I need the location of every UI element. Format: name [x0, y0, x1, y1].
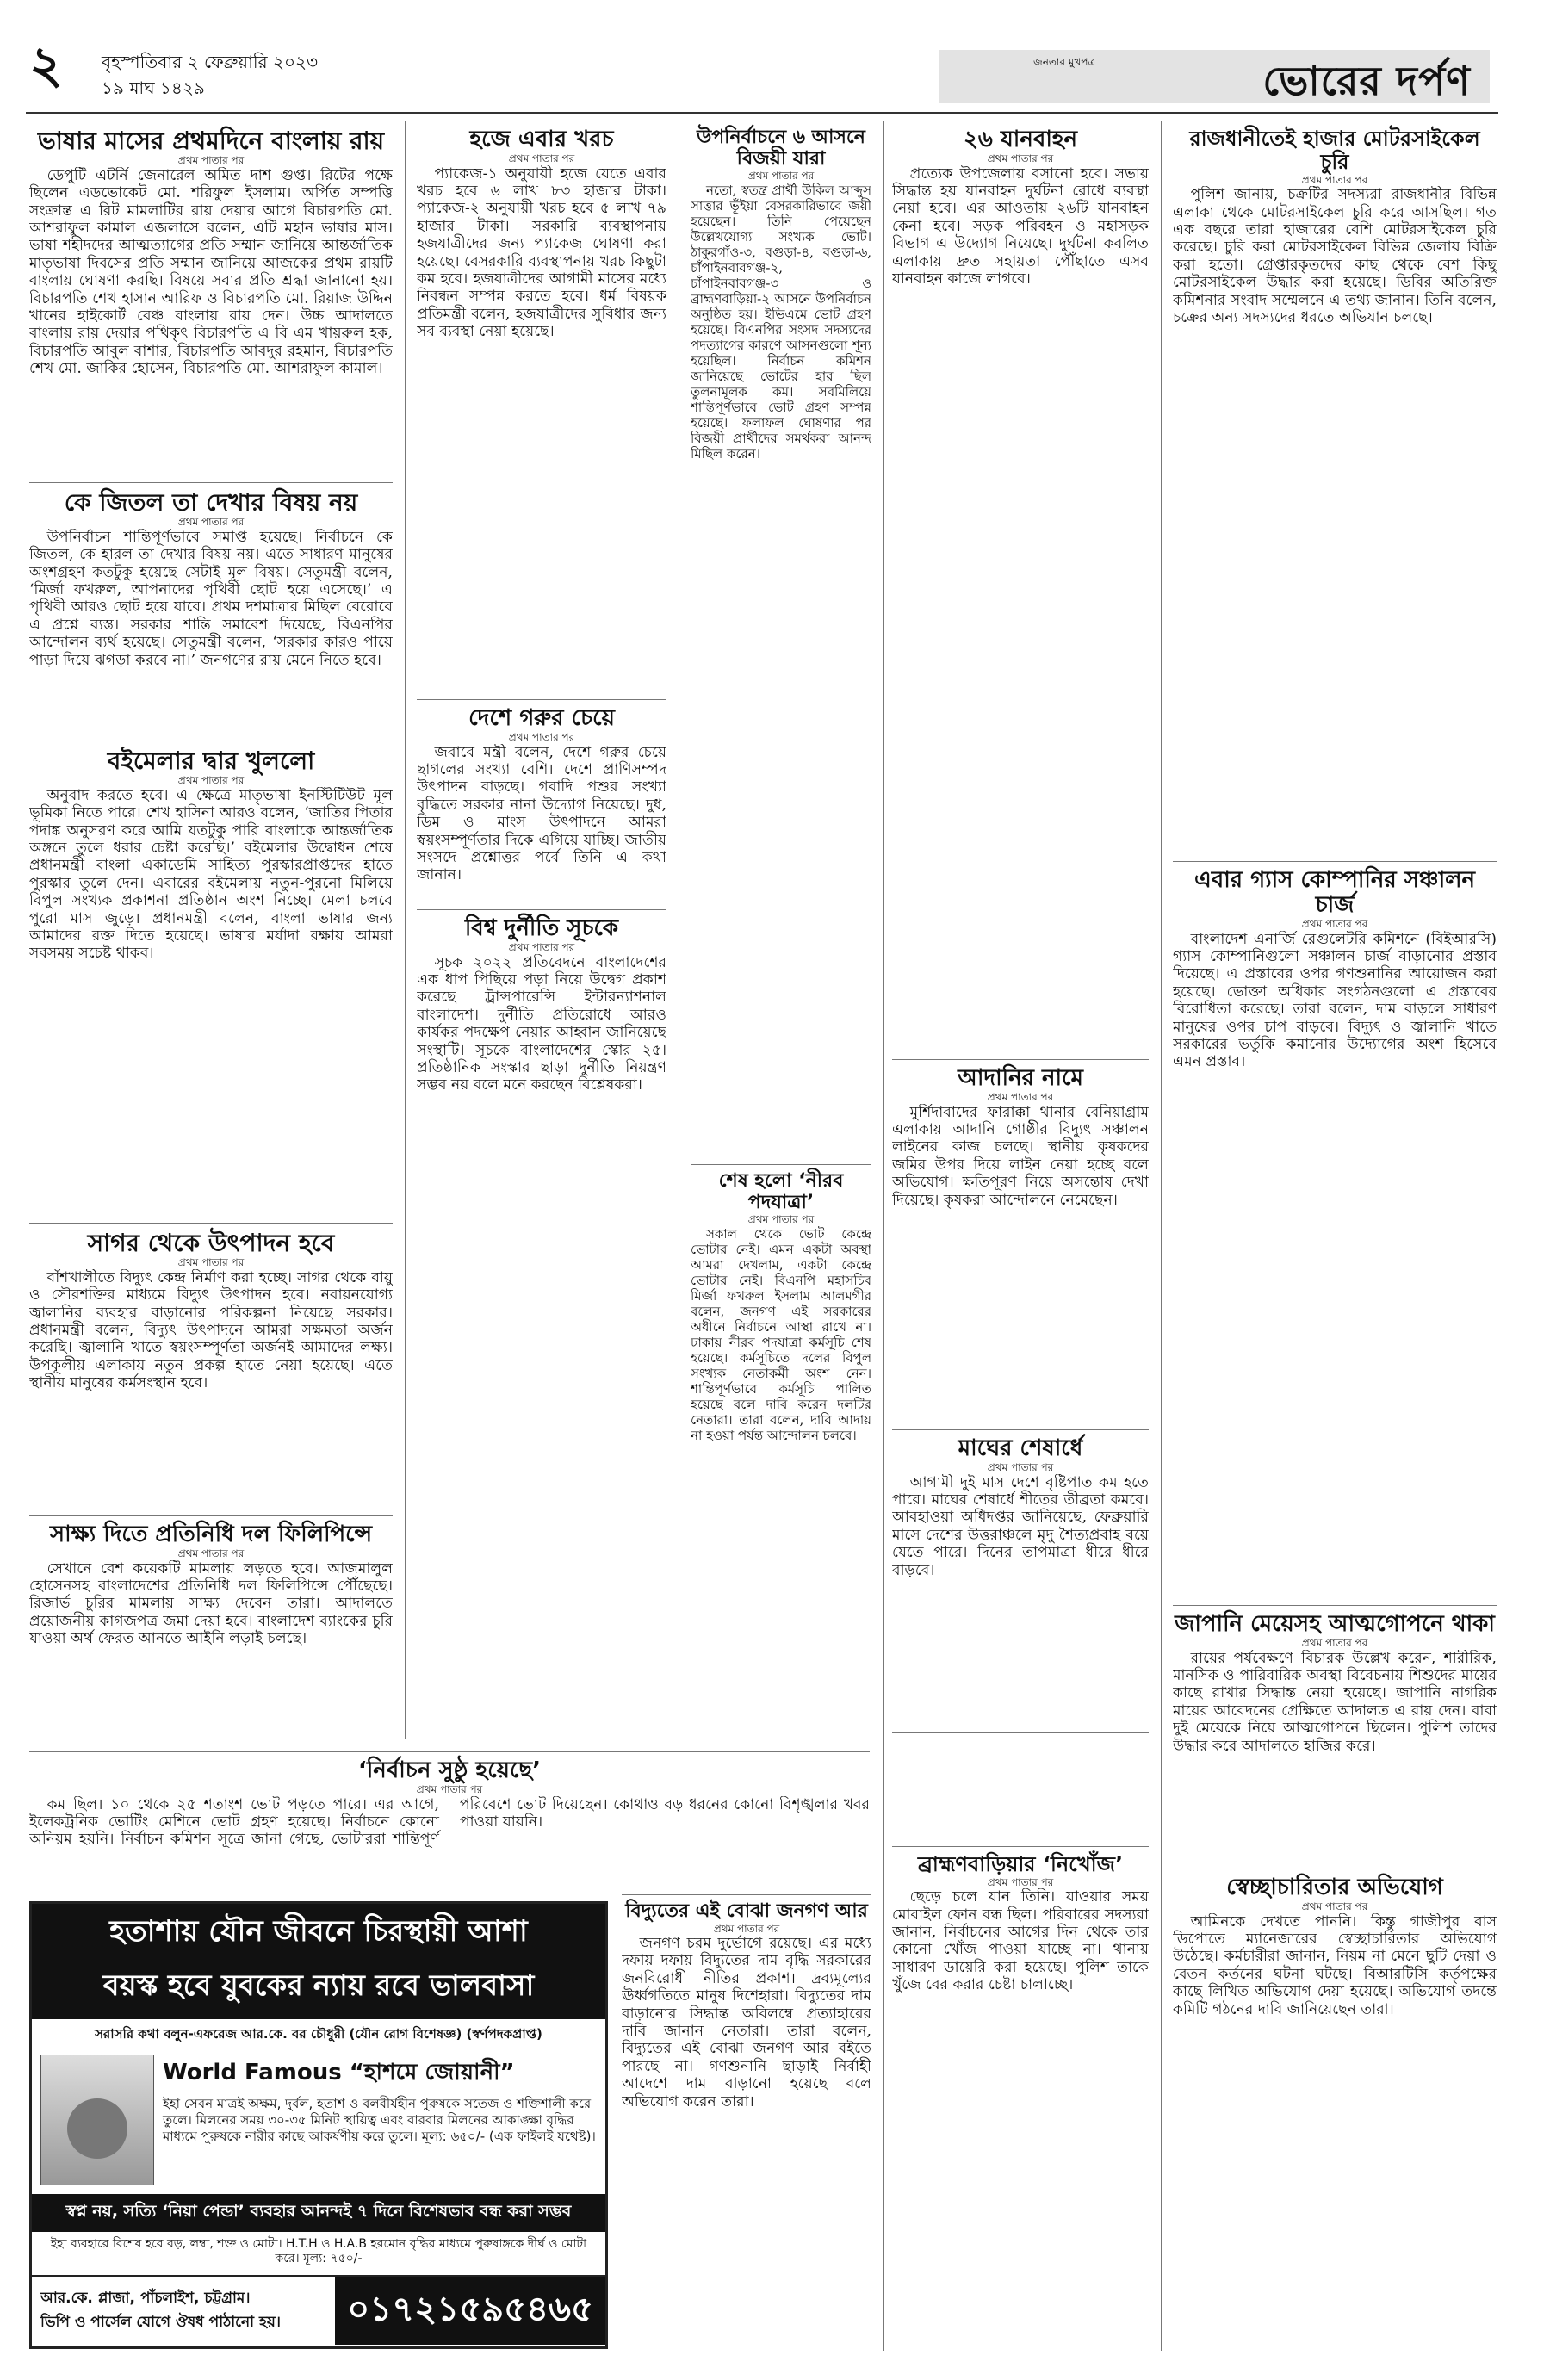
kicker: প্রথম পাতার পর: [987, 1091, 1054, 1104]
headline: বিদ্যুতের এই বোঝা জনগণ আর: [625, 1900, 868, 1922]
headline: জাপানি মেয়েসহ আত্মগোপনে থাকা: [1175, 1611, 1495, 1637]
headline: শেষ হলো ‘নীরব পদযাত্রা’: [718, 1170, 844, 1213]
headline: উপনির্বাচনে ৬ আসনে বিজয়ী যারা: [697, 127, 865, 170]
article-japani: [1173, 1612, 1497, 1865]
article-motorcycle: [1173, 127, 1497, 840]
article-body: ছেড়ে চলে যান তিনি। যাওয়ার সময় মোবাইল ফোন বন্ধ ছিল। পরিবারের সদস্যরা জানান, নির্বাচনের আগের দিন থেকে তার কোনো খোঁজ পাওয়া যাচ্ছে না। থানায় সাধারণ ডায়েরি করা হয়েছে। পুলিশ তাকে খুঁজে বের করার চেষ্টা চালাচ্ছে।: [892, 1888, 1149, 1994]
kicker: প্রথম পাতার পর: [987, 1461, 1054, 1474]
article-jaanbahon: [892, 127, 1149, 1069]
article-body: জবাবে মন্ত্রী বলেন, দেশে গরুর চেয়ে ছাগলের সংখ্যা বেশি। দেশে প্রাণিসম্পদ উৎপাদন বাড়ছে। গবাদি পশুর সংখ্যা বৃদ্ধিতে সরকার নানা উদ্যোগ নিয়েছে। দুধ, ডিম ও মাংস উৎপাদনে আমরা স্বয়ংসম্পূর্ণতার দিকে এগিয়ে যাচ্ছি। জাতীয় সংসদে প্রশ্নোত্তর পর্বে তিনি এ কথা জানান।: [417, 743, 666, 884]
article-gas: [1173, 868, 1497, 1620]
article-body: উপনির্বাচন শান্তিপূর্ণভাবে সমাপ্ত হয়েছে। নির্বাচনে কে জিতল, কে হারল তা দেখার বিষয় নয়। এতে সাধারণ মানুষের অংশগ্রহণ কতটুকু হয়েছে সেটাই মূল বিষয়। সেতুমন্ত্রী বলেন, ‘মির্জা ফখরুল, আপনাদের পৃথিবী ছোট হয়ে এসেছে।’ এ পৃথিবী আরও ছোট হয়ে যাবে। প্রথম দশমাত্রার মিছিল বেরোবে এ প্রশ্নে ব্যস্ত। সরকার শান্তি সমাবেশ দিয়েছে, বিএনপির আন্দোলন ব্যর্থ হয়েছে। সেতুমন্ত্রী বলেন, ‘সরকার কারও পায়ে পাড়া দিয়ে ঝগড়া করবে না।’ জনগণের রায় মেনে নিতে হবে।: [29, 528, 393, 669]
article-body: কম ছিল। ১০ থেকে ২৫ শতাংশ ভোট পড়তে পারে। এর আগে, ইলেকট্রনিক ভোটিং মেশিনে ভোট গ্রহণ হয়েছে। নির্বাচনে কোনো অনিয়ম হয়নি। নির্বাচন কমিশন সূত্রে জানা গেছে, ভোটাররা শান্তিপূর্ণ পরিবেশে ভোট দিয়েছেন। কোথাও বড় ধরনের কোনো বিশৃঙ্খলার খবর পাওয়া যায়নি।: [29, 1795, 870, 1849]
article-body: আগামী দুই মাস দেশে বৃষ্টিপাত কম হতে পারে। মাঘের শেষার্ধে শীতের তীব্রতা কমবে। আবহাওয়া অধিদপ্তর জানিয়েছে, ফেব্রুয়ারি মাসে দেশের উত্তরাঞ্চলে মৃদু শৈত্যপ্রবাহ বয়ে যেতে পারে। দিনের তাপমাত্রা ধীরে ধীরে বাড়বে।: [892, 1473, 1149, 1579]
ad-small-print: ইহা ব্যবহারে বিশেষ হবে বড়, লম্বা, শক্ত ও মোটা। H.T.H ও H.A.B হরমোন বৃদ্ধির মাধ্যমে পুরুষাঙ্গকে দীর্ঘ ও মোটা করে। মূল্য: ৭৫০/-: [50, 2237, 587, 2265]
person-icon: [67, 2098, 127, 2159]
headline: ব্রাহ্মণবাড়িয়ার ‘নিখোঁজ’: [917, 1852, 1124, 1876]
article-body: ডেপুটি এটর্নি জেনারেল অমিত দাশ গুপ্ত। রিটের পক্ষে ছিলেন এডভোকেট মো. শরিফুল ইসলাম। অর্পিত সম্পত্তি সংক্রান্ত এ রিট মামলাটির রায় দেয়ার আগে বিচারপতি মো. আশরাফুল কামাল এজলাসে বলেন, এটি মহান ভাষার মাস। ভাষা শহীদদের আত্মত্যাগের প্রতি সম্মান জানিয়ে আন্তর্জাতিক মাতৃভাষা দিবসের প্রতি সম্মান জানিয়ে আজকের প্রথম রায়টি বাংলায় ঘোষণা করছি। বিষয়ে সবার প্রতি শ্রদ্ধা জানানো হয়। বিচারপতি শেখ হাসান আরিফ ও বিচারপতি মো. রিয়াজ উদ্দিন খানের হাইকোর্ট বেঞ্চ বাংলায় রায় দেন। উচ্চ আদালতে বাংলায় রায় দেয়ার পথিকৃৎ বিচারপতি এ বি এম খায়রুল হক, বিচারপতি আবুল বাশার, বিচারপতি আবদুর রহমান, বিচারপতি শেখ মো. জাকির হোসেন, বিচারপতি মো. আশরাফুল কামাল।: [29, 166, 393, 378]
ad-strip: স্বপ্ন নয়, সত্যি ‘নিয়া পেন্ডা’ ব্যবহার আনন্দই ৭ দিনে বিশেষভাব বন্ধ করা সম্ভব: [32, 2194, 605, 2232]
kicker: প্রথম পাতার পর: [1301, 918, 1368, 931]
article-swechhachar: [1173, 1875, 1497, 2335]
ad-address: আর.কে. প্লাজা, পাঁচলাইশ, চট্টগ্রাম।: [40, 2289, 251, 2307]
article-body: রায়ের পর্যবেক্ষণে বিচারক উল্লেখ করেন, শারীরিক, মানসিক ও পারিবারিক অবস্থা বিবেচনায় শিশুদের মায়ের কাছে রাখার সিদ্ধান্ত নেয়া হয়েছে। জাপানি নাগরিক মায়ের আবেদনের প্রেক্ষিতে আদালত এ রায় দেন। বাবা দুই মেয়েকে নিয়ে আত্মগোপনে ছিলেন। পুলিশ তাদের উদ্ধার করে আদালতে হাজির করে।: [1173, 1649, 1497, 1755]
article-durniti: [417, 916, 666, 1746]
kicker: প্রথম পাতার পর: [508, 731, 575, 744]
article-sakkhya: [29, 1522, 393, 1741]
kicker: প্রথম পাতার পর: [177, 154, 245, 167]
headline: মাঘের শেষার্ধে: [958, 1435, 1083, 1461]
headline: দেশে গরুর চেয়ে: [468, 705, 615, 731]
ad-delivery: ভিপি ও পার্সেল যোগে ঔষধ পাঠানো হয়।: [40, 2313, 282, 2331]
headline: বইমেলার দ্বার খুললো: [107, 747, 315, 775]
masthead-tag: জনতার মুখপত্র: [1033, 56, 1096, 68]
date-line-1: বৃহস্পতিবার ২ ফেব্রুয়ারি ২০২৩: [102, 52, 318, 72]
article-magh: [892, 1436, 1149, 1853]
date-line-2: ১৯ মাঘ ১৪২৯: [102, 77, 205, 98]
headline: এবার গ্যাস কোম্পানির সঞ্চালন চার্জ: [1194, 867, 1476, 919]
kicker: প্রথম পাতার পর: [1301, 1900, 1368, 1913]
page-number: ২: [29, 35, 64, 96]
article-bhasha: [29, 127, 393, 486]
article-body: জনগণ চরম দুর্ভোগে রয়েছে। এর মধ্যে দফায় দফায় বিদ্যুতের দাম বৃদ্ধি সরকারের জনবিরোধী নীতির প্রকাশ। দ্রব্যমূল্যের ঊর্ধ্বগতিতে মানুষ দিশেহারা। বিদ্যুতের দাম বাড়ানোর সিদ্ধান্ত অবিলম্বে প্রত্যাহারের দাবি জানান নেতারা। তারা বলেন, বিদ্যুতের এই বোঝা জনগণ আর বইতে পারছে না। গণশুনানি ছাড়াই নির্বাহী আদেশে দাম বাড়ানো হয়েছে বলে অভিযোগ করেন তারা।: [622, 1935, 871, 2110]
article-nirbachon-sushtho: [29, 1758, 870, 1917]
article-upanirbachon-main: [691, 127, 871, 1190]
article-brahmanbaria: [892, 1853, 1149, 2327]
kicker: প্রথম পাতার পর: [713, 1922, 780, 1935]
headline: সাগর থেকে উৎপাদন হবে: [87, 1229, 335, 1257]
article-hajj: [417, 127, 666, 708]
masthead: [939, 50, 1490, 103]
article-ke-jitlo: [29, 489, 393, 744]
article-body: সকাল থেকে ভোট কেন্দ্রে ভোটার নেই। এমন একটা অবস্থা আমরা দেখলাম, একটা কেন্দ্রে ভোটার নেই। বিএনপি মহাসচিব মির্জা ফখরুল ইসলাম আলমগীর বলেন, জনগণ এই সরকারের অধীনে নির্বাচনে আস্থা রাখে না। ঢাকায় নীরব পদযাত্রা কর্মসূচি শেষ হয়েছে। কর্মসূচিতে দলের বিপুল সংখ্যক নেতাকর্মী অংশ নেন। শান্তিপূর্ণভাবে কর্মসূচি পালিত হয়েছে বলে দাবি করেন দলটির নেতারা। তারা বলেন, দাবি আদায় না হওয়া পর্যন্ত আন্দোলন চলবে।: [691, 1225, 871, 1443]
article-body: সূচক ২০২২ প্রতিবেদনে বাংলাদেশের এক ধাপ পিছিয়ে পড়া নিয়ে উদ্বেগ প্রকাশ করেছে ট্রান্সপারেন্সি ইন্টারন্যাশনাল বাংলাদেশ। দুর্নীতি প্রতিরোধে আরও কার্যকর পদক্ষেপ নেয়ার আহ্বান জানিয়েছে সংস্থাটি। সূচকে বাংলাদেশের স্কোর ২৫। প্রতিষ্ঠানিক সংস্কার ছাড়া দুর্নীতি নিয়ন্ত্রণ সম্ভব নয় বলে মনে করছেন বিশ্লেষকরা।: [417, 953, 666, 1094]
article-goru: [417, 706, 666, 916]
article-sagor: [29, 1230, 393, 1519]
kicker: প্রথম পাতার পর: [177, 1256, 245, 1269]
masthead-title: ভোরের দর্পণ: [1262, 58, 1471, 104]
ad-phone: ০১৭২১৫৯৫৪৬৫: [335, 2277, 605, 2345]
article-body: সেখানে বেশ কয়েকটি মামলায় লড়তে হবে। আজমালুল হোসেনসহ বাংলাদেশের প্রতিনিধি দল ফিলিপিন্সে পৌঁছেছে। রিজার্ভ চুরির মামলায় সাক্ষ্য দেবেন তারা। আদালতে প্রয়োজনীয় কাগজপত্র জমা দেয়া হবে। বাংলাদেশ ব্যাংকের চুরি যাওয়া অর্থ ফেরত আনতে আইনি লড়াই চলছে।: [29, 1559, 393, 1648]
kicker: প্রথম পাতার পর: [987, 1875, 1054, 1888]
headline: ভাষার মাসের প্রথমদিনে বাংলায় রায়: [37, 127, 385, 155]
doctor-portrait: [40, 2055, 154, 2185]
headline: কে জিতল তা দেখার বিষয় নয়: [64, 488, 358, 517]
kicker: প্রথম পাতার পর: [508, 941, 575, 954]
headline: সাক্ষ্য দিতে প্রতিনিধি দল ফিলিপিন্সে: [49, 1522, 373, 1547]
article-body: পুলিশ জানায়, চক্রটির সদস্যরা রাজধানীর বিভিন্ন এলাকা থেকে মোটরসাইকেল চুরি করে আসছিল। গত এক বছরে তারা হাজারের বেশি মোটরসাইকেল চুরি করেছে। চুরি করা মোটরসাইকেল বিভিন্ন জেলায় বিক্রি করা হতো। গ্রেপ্তারকৃতদের কাছ থেকে বেশ কিছু মোটরসাইকেল উদ্ধার করা হয়েছে। ডিবির অতিরিক্ত কমিশনার সংবাদ সম্মেলনে এ তথ্য জানান। তিনি বলেন, চক্রের অন্য সদস্যদের ধরতে অভিযান চলছে।: [1173, 186, 1497, 326]
ad-headline-2: বয়স্ক হবে যুবকের ন্যায় রবে ভালবাসা: [32, 1962, 605, 2019]
article-body: নতো, স্বতন্ত্র প্রার্থী উকিল আব্দুস সাত্তার ভূঁইয়া বেসরকারিভাবে জয়ী হয়েছেন। তিনি পেয়েছেন উল্লেখযোগ্য সংখ্যক ভোট। ঠাকুরগাঁও-৩, বগুড়া-৪, বগুড়া-৬, চাঁপাইনবাবগঞ্জ-২, চাঁপাইনবাবগঞ্জ-৩ ও ব্রাহ্মণবাড়িয়া-২ আসনে উপনির্বাচন অনুষ্ঠিত হয়। ইভিএমে ভোট গ্রহণ হয়েছে। বিএনপির সংসদ সদস্যদের পদত্যাগের কারণে আসনগুলো শূন্য হয়েছিল। নির্বাচন কমিশন জানিয়েছে ভোটের হার ছিল তুলনামূলক কম। সবমিলিয়ে শান্তিপূর্ণভাবে ভোট গ্রহণ সম্পন্ন হয়েছে। ফলাফল ঘোষণার পর বিজয়ী প্রার্থীদের সমর্থকরা আনন্দ মিছিল করেন।: [691, 182, 871, 462]
ad-headline-1: হতাশায় যৌন জীবনে চিরস্থায়ী আশা: [32, 1904, 605, 1962]
article-boimela: [29, 747, 393, 1235]
ad-world-famous: World Famous “হাশমে জোয়ানী”: [163, 2060, 515, 2086]
headline: ২৬ যানবাহন: [963, 127, 1078, 152]
headline: স্বেচ্ছাচারিতার অভিযোগ: [1226, 1875, 1443, 1900]
article-adani: [892, 1066, 1149, 1431]
kicker: প্রথম পাতার পর: [1301, 1637, 1368, 1650]
ad-consult: সরাসরি কথা বলুন-এফরেজ আর.কে. বর চৌধুরী (যৌন রোগ বিশেষজ্ঞ) (স্বর্ণপদকপ্রাপ্ত): [95, 2026, 542, 2042]
article-body: বাঁশখালীতে বিদ্যুৎ কেন্দ্র নির্মাণ করা হচ্ছে। সাগর থেকে বায়ু ও সৌরশক্তির মাধ্যমে বিদ্যুৎ উৎপাদন হবে। নবায়নযোগ্য জ্বালানির ব্যবহার বাড়ানোর পরিকল্পনা নিয়েছে সরকার। প্রধানমন্ত্রী বলেন, বিদ্যুৎ উৎপাদনে আমরা সক্ষমতা অর্জন করেছি। জ্বালানি খাতে স্বয়ংসম্পূর্ণতা অর্জনই আমাদের লক্ষ্য। উপকূলীয় এলাকায় নতুন প্রকল্প হাতে নেয়া হয়েছে। এতে স্থানীয় মানুষের কর্মসংস্থান হবে।: [29, 1268, 393, 1392]
kicker: প্রথম পাতার পর: [177, 774, 245, 787]
kicker: প্রথম পাতার পর: [1301, 173, 1368, 186]
article-nirob-padojatra: [691, 1171, 871, 1734]
article-body: আমিনকে দেখতে পাননি। কিন্তু গাজীপুর বাস ডিপোতে ম্যানেজারের স্বেচ্ছাচারিতার অভিযোগ উঠেছে। কর্মচারীরা জানান, নিয়ম না মেনে ছুটি দেয়া ও বেতন কর্তনের ঘটনা ঘটছে। বিআরটিসি কর্তৃপক্ষের কাছে লিখিত অভিযোগ দেয়া হয়েছে। অভিযোগ তদন্তে কমিটি গঠনের দাবি জানিয়েছেন তারা।: [1173, 1912, 1497, 2018]
headline: ‘নির্বাচন সুষ্ঠু হয়েছে’: [357, 1757, 542, 1783]
kicker: প্রথম পাতার পর: [747, 170, 815, 183]
headline: হজে এবার খরচ: [469, 127, 614, 152]
article-body: অনুবাদ করতে হবে। এ ক্ষেত্রে মাতৃভাষা ইনস্টিটিউট মূল ভূমিকা নিতে পারে। শেখ হাসিনা আরও বলেন, ‘জাতির পিতার পদাঙ্ক অনুসরণ করে আমি যতটুকু পারি বাংলাকে আন্তর্জাতিক অঙ্গনে তুলে ধরার চেষ্টা করেছি।’ বইমেলার উদ্বোধন শেষে প্রধানমন্ত্রী বাংলা একাডেমি সাহিত্য পুরস্কারপ্রাপ্তদের হাতে পুরস্কার তুলে দেন। এবারের বইমেলায় নতুন-পুরনো মিলিয়ে বিপুল সংখ্যক প্রকাশনা প্রতিষ্ঠান অংশ নিচ্ছে। মেলা চলবে পুরো মাস জুড়ে। প্রধানমন্ত্রী বলেন, বাংলা ভাষার জন্য আমাদের রক্ত দিতে হয়েছে। ভাষার মর্যাদা রক্ষায় আমরা সবসময় সচেষ্ট থাকব।: [29, 786, 393, 963]
kicker: প্রথম পাতার পর: [177, 1547, 245, 1560]
ad-body: ইহা সেবন মাত্রই অক্ষম, দুর্বল, হতাশ ও বলবীর্যহীন পুরুষকে সতেজ ও শক্তিশালী করে তুলে। মিলনের সময় ৩০-৩৫ মিনিট স্থায়িত্ব এবং বারবার মিলনের আকাঙ্ক্ষা বৃদ্ধির মাধ্যমে পুরুষকে নারীর কাছে আকর্ষণীয় করে তুলে। মূল্য: ৬৫০/- (এক ফাইলই যথেষ্ট)।: [163, 2096, 596, 2144]
article-body: প্রত্যেক উপজেলায় বসানো হবে। সভায় সিদ্ধান্ত হয় যানবাহন দুর্ঘটনা রোধে ব্যবস্থা নেয়া হবে। এর আওতায় ২৬টি যানবাহন কেনা হবে। সড়ক পরিবহন ও মহাসড়ক বিভাগ এ উদ্যোগ নিয়েছে। দুর্ঘটনা কবলিত এলাকায় দ্রুত সহায়তা পৌঁছাতে এসব যানবাহন কাজে লাগবে।: [892, 164, 1149, 288]
headline: রাজধানীতেই হাজার মোটরসাইকেল চুরি: [1189, 127, 1480, 174]
headline: বিশ্ব দুর্নীতি সূচকে: [464, 915, 619, 941]
article-bidyut-visible: [622, 1901, 871, 2322]
advertisement: [29, 1901, 608, 2349]
article-body: বাংলাদেশ এনার্জি রেগুলেটরি কমিশনে (বিইআরসি) গ্যাস কোম্পানিগুলো সঞ্চালন চার্জ বাড়ানোর প্রস্তাব দিয়েছে। এ প্রস্তাবের ওপর গণশুনানির আয়োজন করা হয়েছে। ভোক্তা অধিকার সংগঠনগুলো এ প্রস্তাবের বিরোধিতা করেছে। তারা বলেন, দাম বাড়লে সাধারণ মানুষের ওপর চাপ বাড়বে। বিদ্যুৎ ও জ্বালানি খাতে সরকারের ভর্তুকি কমানোর উদ্যোগের অংশ হিসেবে এমন প্রস্তাব।: [1173, 930, 1497, 1071]
kicker: প্রথম পাতার পর: [987, 152, 1054, 165]
kicker: প্রথম পাতার পর: [416, 1783, 483, 1796]
kicker: প্রথম পাতার পর: [508, 152, 575, 165]
article-body: প্যাকেজ-১ অনুযায়ী হজে যেতে এবার খরচ হবে ৬ লাখ ৮৩ হাজার টাকা। প্যাকেজ-২ অনুযায়ী খরচ হবে ৫ লাখ ৭৯ হাজার টাকা। সরকারি ব্যবস্থাপনায় হজযাত্রীদের জন্য প্যাকেজ ঘোষণা করা হয়েছে। বেসরকারি ব্যবস্থাপনায় খরচ কিছুটা কম হবে। হজযাত্রীদের আগামী মাসের মধ্যে নিবন্ধন সম্পন্ন করতে হবে। ধর্ম বিষয়ক প্রতিমন্ত্রী বলেন, হজযাত্রীদের সুবিধার জন্য সব ব্যবস্থা নেয়া হয়েছে।: [417, 164, 666, 341]
kicker: প্রথম পাতার পর: [177, 516, 245, 529]
headline: আদানির নামে: [958, 1065, 1083, 1091]
kicker: প্রথম পাতার পর: [747, 1213, 815, 1226]
article-body: মুর্শিদাবাদের ফারাক্কা থানার বেনিয়াগ্রাম এলাকায় আদানি গোষ্ঠীর বিদ্যুৎ সঞ্চালন লাইনের কাজ চলছে। স্থানীয় কৃষকদের জমির উপর দিয়ে লাইন নেয়া হচ্ছে বলে অভিযোগ। ক্ষতিপূরণ নিয়ে অসন্তোষ দেখা দিয়েছে। কৃষকরা আন্দোলনে নেমেছেন।: [892, 1103, 1149, 1209]
